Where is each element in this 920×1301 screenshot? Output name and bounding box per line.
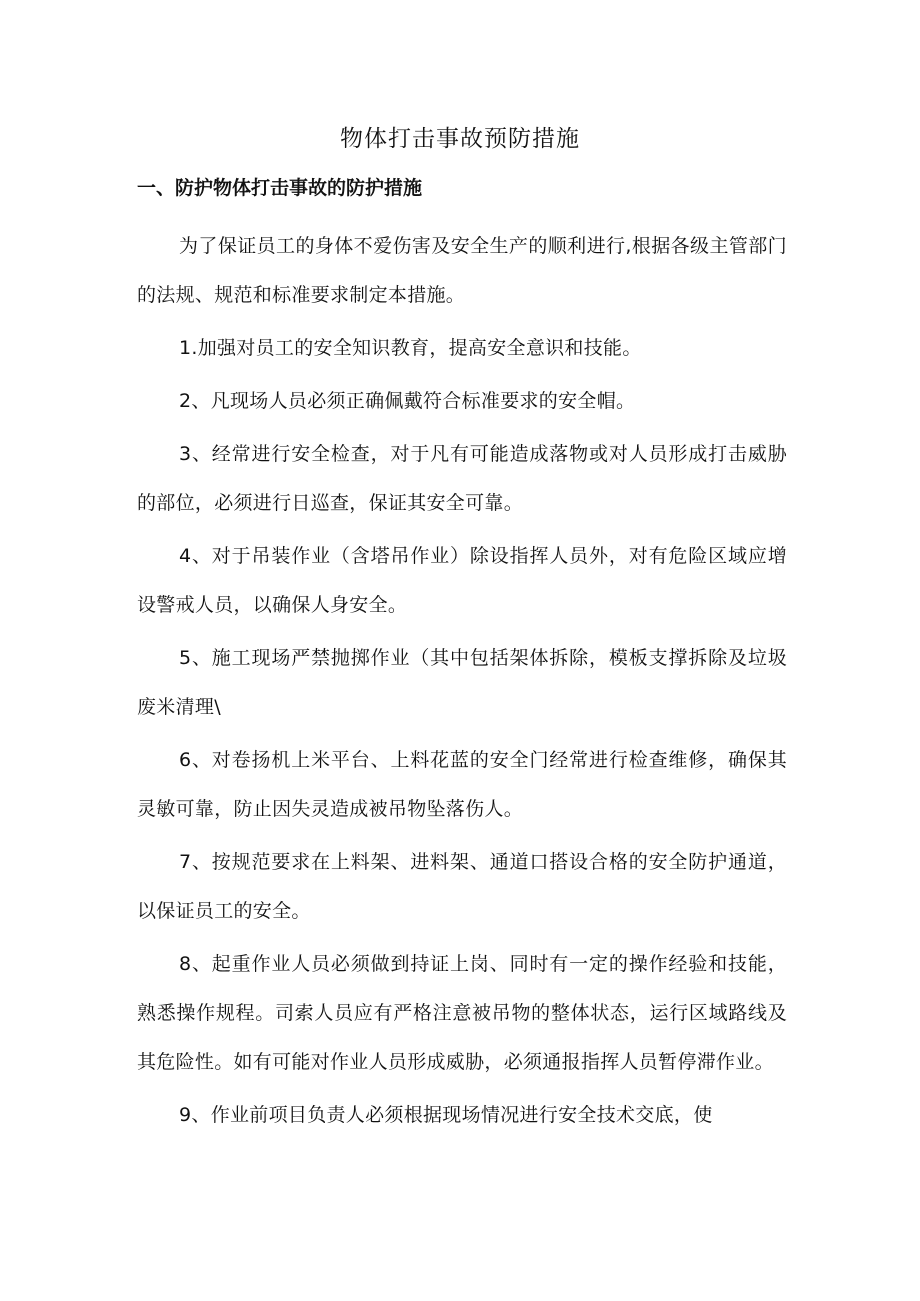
- paragraph-item-2: 2、凡现场人员必须正确佩戴符合标准要求的安全帽。: [179, 390, 636, 412]
- section-heading: 一、防护物体打击事故的防护措施: [137, 177, 423, 199]
- paragraph-item-9: 9、作业前项目负责人必须根据现场情况进行安全技术交底，使: [179, 1104, 713, 1126]
- paragraph-item-1: 1.加强对员工的安全知识教育，提高安全意识和技能。: [179, 337, 642, 359]
- document-body: [137, 222, 787, 1144]
- paragraph-item-3: 3、经常进行安全检查，对于凡有可能造成落物或对人员形成打击威胁的部位，必须进行日巡查，保证其安全可靠。: [137, 443, 787, 514]
- paragraph-item-7: 7、按规范要求在上料架、进料架、通道口搭设合格的安全防护通道，以保证员工的安全。: [137, 851, 787, 922]
- paragraph-item-5: 5、施工现场严禁抛掷作业（其中包括架体拆除，模板支撑拆除及垃圾废米清理\: [137, 647, 787, 718]
- paragraph-item-6: 6、对卷扬机上米平台、上料花蓝的安全门经常进行检查维修，确保其灵敏可靠，防止因失灵造成被吊物坠落伤人。: [137, 749, 787, 820]
- paragraph-intro: 为了保证员工的身体不爱伤害及安全生产的顺利进行,根据各级主管部门的法规、规范和标准要求制定本措施。: [137, 235, 787, 306]
- paragraph-item-4: 4、对于吊装作业（含塔吊作业）除设指挥人员外，对有危险区域应增设警戒人员，以确保人身安全。: [137, 545, 787, 616]
- document-title: 物体打击事故预防措施: [340, 126, 580, 152]
- paragraph-item-8: 8、起重作业人员必须做到持证上岗、同时有一定的操作经验和技能，熟悉操作规程。司索人员应有严格注意被吊物的整体状态，运行区域路线及其危险性。如有可能对作业人员形成威胁，必须通报指挥人员暂停滞作业。: [137, 953, 787, 1073]
